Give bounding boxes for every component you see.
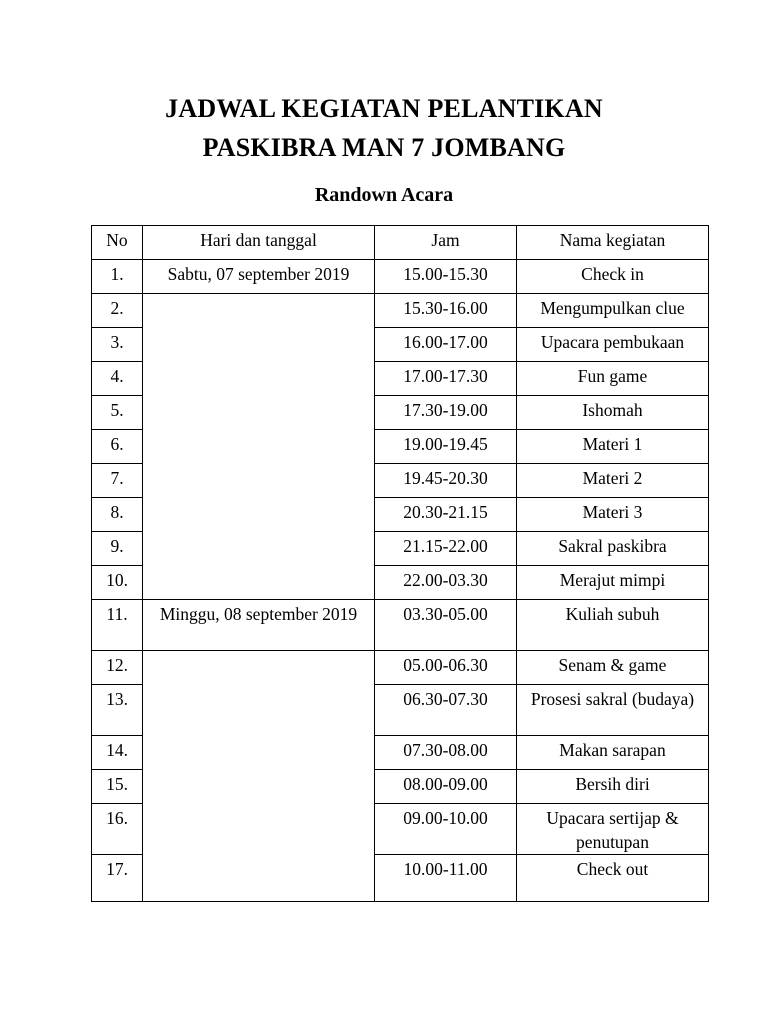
row-number: 12.: [92, 651, 143, 685]
time-cell: 22.00-03.30: [375, 566, 517, 600]
day-cell: Sabtu, 07 september 2019: [143, 260, 375, 294]
time-cell: 16.00-17.00: [375, 328, 517, 362]
row-number: 13.: [92, 685, 143, 736]
activity-cell: Materi 3: [517, 498, 709, 532]
row-number: 15.: [92, 770, 143, 804]
activity-cell: Check out: [517, 855, 709, 902]
activity-cell: Prosesi sakral (budaya): [517, 685, 709, 736]
table-row: [92, 260, 709, 294]
table-row: [92, 600, 709, 651]
row-number: 2.: [92, 294, 143, 328]
row-number: 4.: [92, 362, 143, 396]
activity-cell: Ishomah: [517, 396, 709, 430]
time-cell: 21.15-22.00: [375, 532, 517, 566]
activity-cell: Sakral paskibra: [517, 532, 709, 566]
row-number: 7.: [92, 464, 143, 498]
header-time: Jam: [375, 226, 517, 260]
activity-cell: Materi 2: [517, 464, 709, 498]
row-number: 9.: [92, 532, 143, 566]
row-number: 5.: [92, 396, 143, 430]
time-cell: 15.30-16.00: [375, 294, 517, 328]
header-day: Hari dan tanggal: [143, 226, 375, 260]
activity-cell: Materi 1: [517, 430, 709, 464]
activity-cell: Senam & game: [517, 651, 709, 685]
document-title-line-1: JADWAL KEGIATAN PELANTIKAN: [165, 94, 603, 123]
day-cell-empty: [143, 294, 375, 600]
document-subtitle: Randown Acara: [314, 184, 454, 206]
time-cell: 08.00-09.00: [375, 770, 517, 804]
activity-cell: Merajut mimpi: [517, 566, 709, 600]
activity-cell: Kuliah subuh: [517, 600, 709, 651]
time-cell: 20.30-21.15: [375, 498, 517, 532]
row-number: 11.: [92, 600, 143, 651]
time-cell: 06.30-07.30: [375, 685, 517, 736]
day-cell-empty: [143, 651, 375, 902]
activity-cell: Upacara pembukaan: [517, 328, 709, 362]
row-number: 16.: [92, 804, 143, 855]
table-row: [92, 651, 709, 685]
activity-cell: Makan sarapan: [517, 736, 709, 770]
time-cell: 15.00-15.30: [375, 260, 517, 294]
schedule-table: [91, 225, 709, 902]
time-cell: 19.00-19.45: [375, 430, 517, 464]
time-cell: 10.00-11.00: [375, 855, 517, 902]
activity-cell: Mengumpulkan clue: [517, 294, 709, 328]
time-cell: 05.00-06.30: [375, 651, 517, 685]
activity-cell: Bersih diri: [517, 770, 709, 804]
activity-cell: Fun game: [517, 362, 709, 396]
row-number: 3.: [92, 328, 143, 362]
time-cell: 19.45-20.30: [375, 464, 517, 498]
row-number: 10.: [92, 566, 143, 600]
time-cell: 17.30-19.00: [375, 396, 517, 430]
header-activity: Nama kegiatan: [517, 226, 709, 260]
row-number: 14.: [92, 736, 143, 770]
document-title-line-2: PASKIBRA MAN 7 JOMBANG: [202, 133, 566, 162]
row-number: 6.: [92, 430, 143, 464]
time-cell: 09.00-10.00: [375, 804, 517, 855]
row-number: 1.: [92, 260, 143, 294]
time-cell: 03.30-05.00: [375, 600, 517, 651]
activity-cell: Check in: [517, 260, 709, 294]
time-cell: 17.00-17.30: [375, 362, 517, 396]
activity-cell: Upacara sertijap & penutupan: [517, 804, 709, 855]
day-cell: Minggu, 08 september 2019: [143, 600, 375, 651]
table-header-row: [92, 226, 709, 260]
header-no: No: [92, 226, 143, 260]
row-number: 8.: [92, 498, 143, 532]
time-cell: 07.30-08.00: [375, 736, 517, 770]
row-number: 17.: [92, 855, 143, 902]
table-row: [92, 294, 709, 328]
